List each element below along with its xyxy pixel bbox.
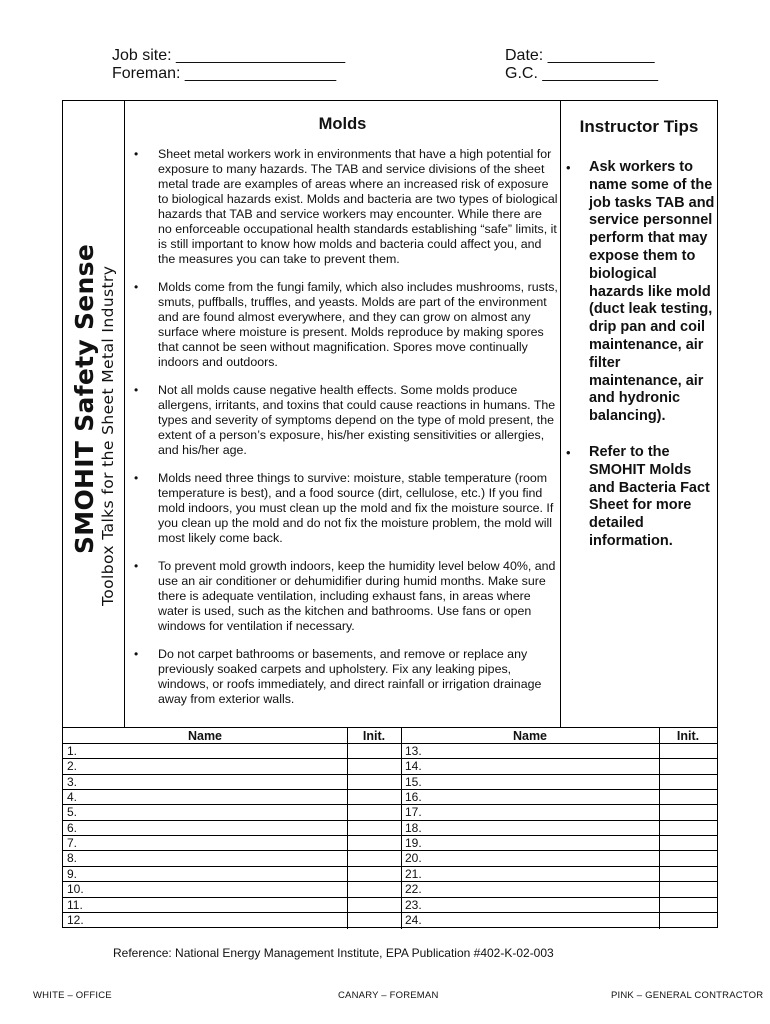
reference-note: Reference: National Energy Management Institute, EPA Publication #402-K-02-003 xyxy=(113,946,554,960)
signin-row-rule xyxy=(63,789,717,790)
name-column-header: Name xyxy=(187,729,223,743)
signin-row-number[interactable]: 19. xyxy=(405,836,422,851)
signin-row-rule xyxy=(63,743,717,744)
signin-row-rule xyxy=(63,820,717,821)
gc-field[interactable]: G.C. _____________ xyxy=(505,65,659,82)
signin-row-number[interactable]: 12. xyxy=(67,912,84,927)
copy-canary-label: CANARY – FOREMAN xyxy=(338,990,439,1001)
tip-item: • Refer to the SMOHIT Molds and Bacteria Fact Sheet for more detailed information. xyxy=(563,444,715,551)
mold-bullets xyxy=(129,147,559,707)
signin-row-number[interactable]: 10. xyxy=(67,882,84,897)
signin-row-number[interactable]: 23. xyxy=(405,897,422,912)
tips-divider xyxy=(560,101,561,727)
bullet-item: • Molds come from the fungi family, which also includes mushrooms, rusts, smuts, puffballs, truffles, and yeasts. Molds are part of the environment and are found almost everywhere, and they can grow on almost any surface where moisture is present. Molds reproduce by making spores that cannot be seen without magnification. Spores move continually indoors and outdoors. xyxy=(129,280,559,370)
copy-pink-label: PINK – GENERAL CONTRACTOR xyxy=(611,990,764,1001)
brand-subtitle: Toolbox Talks for the Sheet Metal Industry xyxy=(99,265,117,606)
signin-top-rule xyxy=(63,727,717,728)
signin-col-divider xyxy=(401,727,402,929)
tip-item: • Ask workers to name some of the job tasks TAB and service personnel perform that may expose them to biological hazards like mold (duct leak testing, drip pan and coil maintenance, air filter maintenance, air and hydronic balancing). xyxy=(563,159,715,426)
tips-title: Instructor Tips xyxy=(579,117,699,136)
job-site-field[interactable]: Job site: ___________________ xyxy=(112,47,346,64)
signin-col-divider xyxy=(659,727,660,929)
signin-row-number[interactable]: 6. xyxy=(67,820,78,835)
signin-row-rule xyxy=(63,774,717,775)
signin-row-rule xyxy=(63,835,717,836)
signin-row-number[interactable]: 8. xyxy=(67,851,78,866)
signin-row-number[interactable]: 16. xyxy=(405,790,422,805)
bullet-item: • Do not carpet bathrooms or basements, and remove or replace any previously soaked carpets and upholstery. Fix any leaking pipes, windows, or roofs immediately, and direct rainfall or irrigation drainage away from exterior walls. xyxy=(129,647,559,707)
signin-row-number[interactable]: 14. xyxy=(405,759,422,774)
signin-row-number[interactable]: 9. xyxy=(67,866,78,881)
signin-row-rule xyxy=(63,758,717,759)
sidebar-divider xyxy=(124,101,125,727)
signin-row-number[interactable]: 13. xyxy=(405,744,422,758)
bullet-item: • To prevent mold growth indoors, keep the humidity level below 40%, and use an air conditioner or dehumidifier during humid months. Make sure there is adequate ventilation, including exhaust fans, in areas where water is used, such as the kitchen and bathrooms. Use fans or open windows for ventilation if necessary. xyxy=(129,559,559,634)
signin-row-number[interactable]: 21. xyxy=(405,866,422,881)
signin-row-rule xyxy=(63,866,717,867)
bullet-item: • Not all molds cause negative health effects. Some molds produce allergens, irritants, and toxins that could cause reactions in humans. The types and severity of symptoms depend on the type of mold present, the extent of a person’s exposure, his/her existing sensitivities or allergies, and his/her age. xyxy=(129,383,559,458)
signin-row-number[interactable]: 22. xyxy=(405,882,422,897)
signin-row-rule xyxy=(63,912,717,913)
section-title: Molds xyxy=(318,115,367,133)
signin-row-rule xyxy=(63,881,717,882)
signin-row-number[interactable]: 2. xyxy=(67,759,78,774)
signin-row-number[interactable]: 3. xyxy=(67,774,78,789)
brand-title: SMOHIT Safety Sense xyxy=(70,243,99,554)
toolbox-talk-form xyxy=(62,100,718,928)
signin-row-rule xyxy=(63,897,717,898)
signin-row-number[interactable]: 15. xyxy=(405,774,422,789)
signin-row-rule xyxy=(63,850,717,851)
signin-col-divider xyxy=(347,727,348,929)
bullet-item: • Sheet metal workers work in environments that have a high potential for exposure to many hazards. The TAB and service divisions of the sheet metal trade are examples of areas where an increased risk of exposure to biological hazards exist. Molds and bacteria are two types of biological hazards that TAB and service workers may encounter. While there are no enforceable occupational health standards establishing “safe” limits, it is still important to know how molds and bacteria could affect you, and the measures you can take to prevent them. xyxy=(129,147,559,267)
init-column-header: Init. xyxy=(676,729,700,743)
bullet-item: • Molds need three things to survive: moisture, stable temperature (room temperature is best), and a food source (dirt, cellulose, etc.) If you find mold indoors, you must clean up the mold and fix the moisture source. If you clean up the mold and do not fix the moisture problem, the mold will most likely come back. xyxy=(129,471,559,546)
signin-row-number[interactable]: 11. xyxy=(67,897,83,912)
signin-row-number[interactable]: 20. xyxy=(405,851,422,866)
signin-row-number[interactable]: 7. xyxy=(67,836,78,851)
signin-row-rule xyxy=(63,804,717,805)
signin-row-number[interactable]: 24. xyxy=(405,912,422,927)
copy-white-label: WHITE – OFFICE xyxy=(33,990,112,1001)
signin-row-number[interactable]: 18. xyxy=(405,820,422,835)
instructor-tips xyxy=(563,159,715,551)
init-column-header: Init. xyxy=(362,729,386,743)
signin-row-number[interactable]: 1. xyxy=(67,744,78,758)
date-field[interactable]: Date: ____________ xyxy=(505,47,655,64)
signin-row-number[interactable]: 5. xyxy=(67,805,78,820)
name-column-header: Name xyxy=(512,729,548,743)
signin-row-number[interactable]: 4. xyxy=(67,790,78,805)
signin-row-number[interactable]: 17. xyxy=(405,805,422,820)
foreman-field[interactable]: Foreman: _________________ xyxy=(112,65,337,82)
